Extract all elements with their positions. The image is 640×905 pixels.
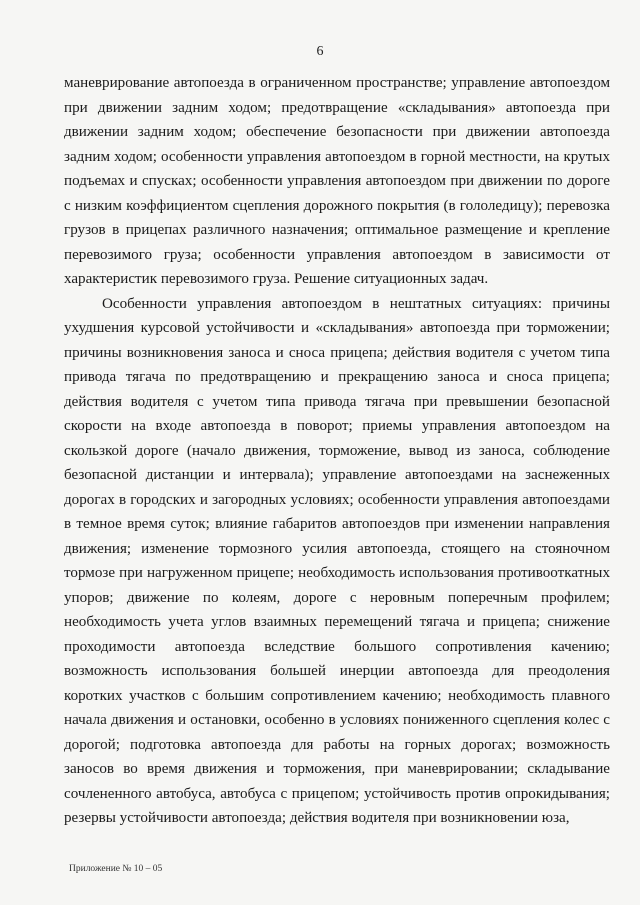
paragraph-emergency-handling: Особенности управления автопоездом в нештатных ситуациях: причины ухудшения курсовой устойчивости и «складывания» автопоезда при торможении; причины возникновения заноса и сноса прицепа; действия водителя с учетом типа привода тягача по предотвращению и прекращению заноса и сноса прицепа; действия водителя с учетом типа привода тягача при превышении безопасной скорости на входе автопоезда в поворот; приемы управления автопоездом на скользкой дороге (начало движения, торможение, вывод из заноса, соблюдение безопасной дистанции и интервала); управление автопоездами на заснеженных дорогах в городских и загородных условиях; особенности управления автопоездами в темное время суток; влияние габаритов автопоездов при изменении направления движения; изменение тормозного усилия автопоезда, стоящего на стояночном тормозе при нагруженном прицепе; необходимость использования противооткатных упоров; движение по колеям, дороге с неровным поперечным профилем; необходимость учета углов взаимных перемещений тягача и прицепа; снижение проходимости автопоезда вследствие большого сопротивления качению; возможность использования большей инерции автопоезда для преодоления коротких участков с большим сопротивлением качению; необходимость плавного начала движения и остановки, особенно в условиях пониженного сцепления колес с дорогой; подготовка автопоезда для работы на горных дорогах; возможность заносов во время движения и торможения, при маневрировании; складывание сочлененного автобуса, автобуса с прицепом; устойчивость против опрокидывания; резервы устойчивости автопоезда; действия водителя при возникновении юза, <box>64 295 610 826</box>
body-text <box>64 71 610 831</box>
page-footer: Приложение № 10 – 05 <box>69 864 163 874</box>
page-number: 6 <box>316 44 324 59</box>
paragraph-continuation: маневрирование автопоезда в ограниченном пространстве; управление автопоездом при движении задним ходом; предотвращение «складывания» автопоезда при движении задним ходом; обеспечение безопасности при движении автопоезда задним ходом; особенности управления автопоездом в горной местности, на крутых подъемах и спусках; особенности управления автопоездом при движении по дороге с низким коэффициентом сцепления дорожного покрытия (в гололедицу); перевозка грузов в прицепах различного назначения; оптимальное размещение и крепление перевозимого груза; особенности управления автопоездом в зависимости от характеристик перевозимого груза. Решение ситуационных задач. <box>64 75 610 287</box>
